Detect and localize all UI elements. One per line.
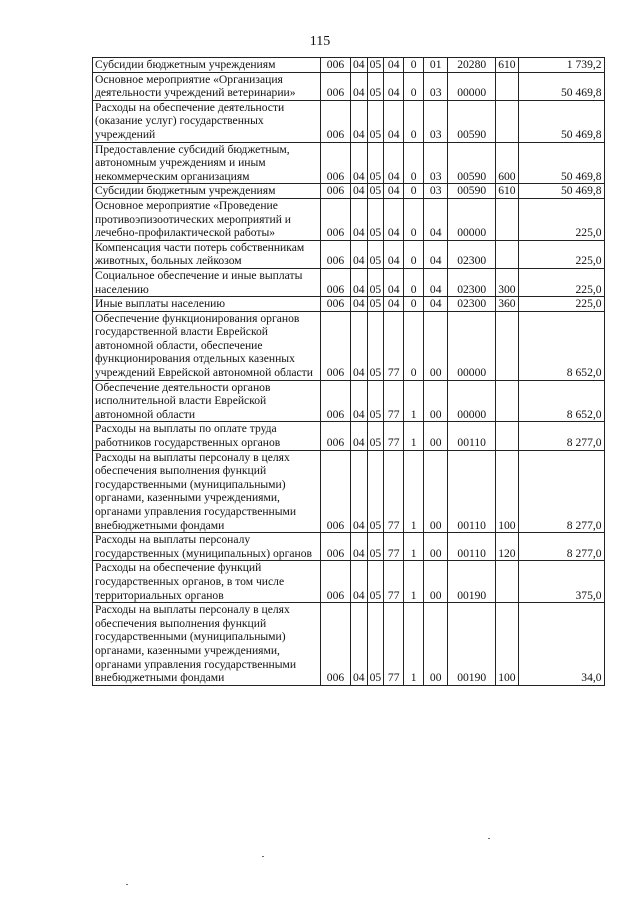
subsection-code-cell: 05	[367, 184, 384, 199]
row-name-cell: Компенсация части потерь собственникам животных, больных лейкозом	[93, 240, 321, 268]
table-row	[93, 603, 605, 686]
ministry-code-cell: 006	[321, 72, 351, 100]
ministry-code-cell: 006	[321, 142, 351, 184]
subprogram-code-cell: 0	[404, 58, 424, 73]
row-name-cell: Социальное обеспечение и иные выплаты населению	[93, 268, 321, 296]
section-code-cell: 04	[351, 422, 368, 450]
amount-cell: 225,0	[518, 268, 604, 296]
direction-code-cell: 00590	[448, 184, 496, 199]
expense-type-code-cell: 120	[496, 533, 518, 561]
program-code-cell: 77	[384, 380, 404, 422]
amount-cell: 8 277,0	[518, 533, 604, 561]
amount-cell: 8 652,0	[518, 380, 604, 422]
direction-code-cell: 00000	[448, 311, 496, 380]
activity-code-cell: 03	[424, 72, 448, 100]
direction-code-cell: 00590	[448, 100, 496, 142]
activity-code-cell: 03	[424, 184, 448, 199]
subprogram-code-cell: 1	[404, 380, 424, 422]
ministry-code-cell: 006	[321, 561, 351, 603]
ministry-code-cell: 006	[321, 198, 351, 240]
row-name-cell: Обеспечение деятельности органов исполнительной власти Еврейской автономной области	[93, 380, 321, 422]
subsection-code-cell: 05	[367, 100, 384, 142]
expense-type-code-cell	[496, 422, 518, 450]
subsection-code-cell: 05	[367, 142, 384, 184]
row-name-cell: Расходы на выплаты персоналу в целях обеспечения выполнения функций государственными (муниципальными) органами, казенными учреждениями, органами управления государственными внебюджетными фондами	[93, 450, 321, 533]
row-name-cell: Расходы на выплаты персоналу в целях обеспечения выполнения функций государственными (муниципальными) органами, казенными учреждениями, органами управления государственными внебюджетными фондами	[93, 603, 321, 686]
program-code-cell: 04	[384, 58, 404, 73]
subprogram-code-cell: 1	[404, 603, 424, 686]
activity-code-cell: 00	[424, 311, 448, 380]
subprogram-code-cell: 0	[404, 311, 424, 380]
activity-code-cell: 00	[424, 380, 448, 422]
amount-cell: 375,0	[518, 561, 604, 603]
program-code-cell: 04	[384, 268, 404, 296]
section-code-cell: 04	[351, 603, 368, 686]
ministry-code-cell: 006	[321, 603, 351, 686]
subprogram-code-cell: 1	[404, 533, 424, 561]
section-code-cell: 04	[351, 311, 368, 380]
table-row	[93, 297, 605, 312]
ministry-code-cell: 006	[321, 100, 351, 142]
row-name-cell: Субсидии бюджетным учреждениям	[93, 58, 321, 73]
subsection-code-cell: 05	[367, 198, 384, 240]
program-code-cell: 77	[384, 533, 404, 561]
amount-cell: 50 469,8	[518, 72, 604, 100]
subsection-code-cell: 05	[367, 297, 384, 312]
amount-cell: 8 652,0	[518, 311, 604, 380]
direction-code-cell: 02300	[448, 297, 496, 312]
section-code-cell: 04	[351, 533, 368, 561]
activity-code-cell: 03	[424, 100, 448, 142]
expense-type-code-cell: 100	[496, 450, 518, 533]
ministry-code-cell: 006	[321, 268, 351, 296]
subprogram-code-cell: 1	[404, 450, 424, 533]
subsection-code-cell: 05	[367, 533, 384, 561]
table-row	[93, 561, 605, 603]
subprogram-code-cell: 0	[404, 100, 424, 142]
direction-code-cell: 00190	[448, 603, 496, 686]
table-row	[93, 450, 605, 533]
subprogram-code-cell: 0	[404, 198, 424, 240]
row-name-cell: Расходы на обеспечение функций государственных органов, в том числе территориальных органов	[93, 561, 321, 603]
table-row	[93, 380, 605, 422]
amount-cell: 225,0	[518, 198, 604, 240]
subsection-code-cell: 05	[367, 311, 384, 380]
direction-code-cell: 00000	[448, 380, 496, 422]
ministry-code-cell: 006	[321, 297, 351, 312]
direction-code-cell: 20280	[448, 58, 496, 73]
activity-code-cell: 04	[424, 268, 448, 296]
activity-code-cell: 00	[424, 603, 448, 686]
direction-code-cell: 00190	[448, 561, 496, 603]
table-row	[93, 240, 605, 268]
subsection-code-cell: 05	[367, 450, 384, 533]
page-number: 115	[309, 34, 331, 49]
section-code-cell: 04	[351, 297, 368, 312]
subsection-code-cell: 05	[367, 603, 384, 686]
direction-code-cell: 00590	[448, 142, 496, 184]
table-row	[93, 311, 605, 380]
program-code-cell: 77	[384, 603, 404, 686]
amount-cell: 1 739,2	[518, 58, 604, 73]
row-name-cell: Основное мероприятие «Проведение противоэпизоотических мероприятий и лечебно-профилактической работы»	[93, 198, 321, 240]
expense-type-code-cell: 360	[496, 297, 518, 312]
direction-code-cell: 00110	[448, 533, 496, 561]
subprogram-code-cell: 0	[404, 72, 424, 100]
subsection-code-cell: 05	[367, 422, 384, 450]
program-code-cell: 77	[384, 450, 404, 533]
direction-code-cell: 00000	[448, 72, 496, 100]
program-code-cell: 04	[384, 240, 404, 268]
scan-speck	[262, 856, 264, 857]
amount-cell: 50 469,8	[518, 142, 604, 184]
ministry-code-cell: 006	[321, 184, 351, 199]
ministry-code-cell: 006	[321, 240, 351, 268]
expense-type-code-cell	[496, 561, 518, 603]
direction-code-cell: 02300	[448, 240, 496, 268]
ministry-code-cell: 006	[321, 533, 351, 561]
row-name-cell: Предоставление субсидий бюджетным, автономным учреждениям и иным некоммерческим организациям	[93, 142, 321, 184]
amount-cell: 50 469,8	[518, 184, 604, 199]
amount-cell: 225,0	[518, 297, 604, 312]
expense-type-code-cell	[496, 380, 518, 422]
subsection-code-cell: 05	[367, 268, 384, 296]
subprogram-code-cell: 0	[404, 184, 424, 199]
expense-type-code-cell	[496, 198, 518, 240]
section-code-cell: 04	[351, 268, 368, 296]
expense-type-code-cell: 610	[496, 184, 518, 199]
program-code-cell: 04	[384, 297, 404, 312]
ministry-code-cell: 006	[321, 380, 351, 422]
program-code-cell: 04	[384, 142, 404, 184]
section-code-cell: 04	[351, 198, 368, 240]
program-code-cell: 77	[384, 561, 404, 603]
program-code-cell: 77	[384, 422, 404, 450]
ministry-code-cell: 006	[321, 311, 351, 380]
row-name-cell: Обеспечение функционирования органов государственной власти Еврейской автономной области, обеспечение функционирования отдельных казенных учреждений Еврейской автономной области	[93, 311, 321, 380]
scan-speck	[488, 838, 490, 839]
activity-code-cell: 00	[424, 422, 448, 450]
activity-code-cell: 03	[424, 142, 448, 184]
expense-type-code-cell	[496, 72, 518, 100]
activity-code-cell: 00	[424, 450, 448, 533]
section-code-cell: 04	[351, 100, 368, 142]
program-code-cell: 04	[384, 198, 404, 240]
program-code-cell: 77	[384, 311, 404, 380]
expense-type-code-cell	[496, 100, 518, 142]
program-code-cell: 04	[384, 184, 404, 199]
table-row	[93, 533, 605, 561]
subprogram-code-cell: 0	[404, 142, 424, 184]
row-name-cell: Расходы на выплаты персоналу государственных (муниципальных) органов	[93, 533, 321, 561]
ministry-code-cell: 006	[321, 58, 351, 73]
activity-code-cell: 04	[424, 297, 448, 312]
scan-speck	[126, 884, 128, 885]
program-code-cell: 04	[384, 72, 404, 100]
row-name-cell: Субсидии бюджетным учреждениям	[93, 184, 321, 199]
amount-cell: 8 277,0	[518, 422, 604, 450]
amount-cell: 34,0	[518, 603, 604, 686]
program-code-cell: 04	[384, 100, 404, 142]
activity-code-cell: 04	[424, 198, 448, 240]
activity-code-cell: 00	[424, 561, 448, 603]
subsection-code-cell: 05	[367, 380, 384, 422]
budget-table	[92, 57, 605, 686]
table-row	[93, 268, 605, 296]
subprogram-code-cell: 1	[404, 422, 424, 450]
direction-code-cell: 00000	[448, 198, 496, 240]
section-code-cell: 04	[351, 240, 368, 268]
subprogram-code-cell: 0	[404, 297, 424, 312]
amount-cell: 225,0	[518, 240, 604, 268]
ministry-code-cell: 006	[321, 422, 351, 450]
activity-code-cell: 00	[424, 533, 448, 561]
section-code-cell: 04	[351, 72, 368, 100]
table-row	[93, 142, 605, 184]
expense-type-code-cell: 600	[496, 142, 518, 184]
section-code-cell: 04	[351, 58, 368, 73]
section-code-cell: 04	[351, 184, 368, 199]
table-row	[93, 198, 605, 240]
table-row	[93, 72, 605, 100]
expense-type-code-cell	[496, 311, 518, 380]
row-name-cell: Иные выплаты населению	[93, 297, 321, 312]
section-code-cell: 04	[351, 142, 368, 184]
section-code-cell: 04	[351, 450, 368, 533]
subsection-code-cell: 05	[367, 72, 384, 100]
activity-code-cell: 04	[424, 240, 448, 268]
table-row	[93, 100, 605, 142]
budget-table-body	[93, 58, 605, 686]
section-code-cell: 04	[351, 561, 368, 603]
direction-code-cell: 02300	[448, 268, 496, 296]
subprogram-code-cell: 0	[404, 240, 424, 268]
subprogram-code-cell: 0	[404, 268, 424, 296]
subsection-code-cell: 05	[367, 561, 384, 603]
row-name-cell: Основное мероприятие «Организация деятельности учреждений ветеринарии»	[93, 72, 321, 100]
table-row	[93, 184, 605, 199]
row-name-cell: Расходы на выплаты по оплате труда работников государственных органов	[93, 422, 321, 450]
subsection-code-cell: 05	[367, 58, 384, 73]
table-row	[93, 58, 605, 73]
expense-type-code-cell	[496, 240, 518, 268]
expense-type-code-cell: 610	[496, 58, 518, 73]
activity-code-cell: 01	[424, 58, 448, 73]
subsection-code-cell: 05	[367, 240, 384, 268]
row-name-cell: Расходы на обеспечение деятельности (оказание услуг) государственных учреждений	[93, 100, 321, 142]
direction-code-cell: 00110	[448, 422, 496, 450]
ministry-code-cell: 006	[321, 450, 351, 533]
direction-code-cell: 00110	[448, 450, 496, 533]
amount-cell: 8 277,0	[518, 450, 604, 533]
table-row	[93, 422, 605, 450]
expense-type-code-cell: 300	[496, 268, 518, 296]
expense-type-code-cell: 100	[496, 603, 518, 686]
section-code-cell: 04	[351, 380, 368, 422]
subprogram-code-cell: 1	[404, 561, 424, 603]
amount-cell: 50 469,8	[518, 100, 604, 142]
